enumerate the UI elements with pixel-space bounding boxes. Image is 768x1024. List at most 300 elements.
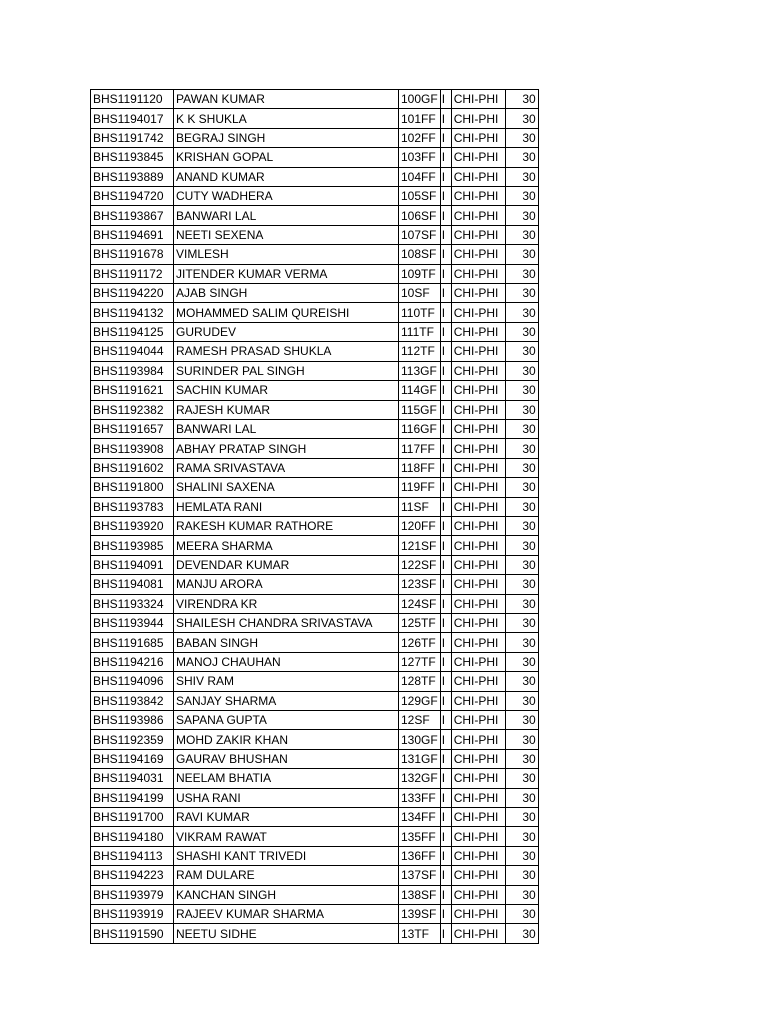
student-name-cell: RAKESH KUMAR RATHORE (174, 516, 399, 535)
table-row (91, 924, 539, 943)
subject-cell: CHI-PHI (451, 827, 505, 846)
semester-cell: I (440, 187, 451, 206)
subject-cell: CHI-PHI (451, 90, 505, 109)
roll-number-cell: BHS1192382 (91, 400, 174, 419)
table-row (91, 419, 539, 438)
roll-number-cell: BHS1191742 (91, 128, 174, 147)
roll-number-cell: BHS1194096 (91, 672, 174, 691)
student-name-cell: PAWAN KUMAR (174, 90, 399, 109)
student-name-cell: RAJESH KUMAR (174, 400, 399, 419)
roll-number-cell: BHS1194169 (91, 749, 174, 768)
room-code-cell: 131GF (399, 749, 441, 768)
student-name-cell: MANOJ CHAUHAN (174, 652, 399, 671)
semester-cell: I (440, 885, 451, 904)
subject-cell: CHI-PHI (451, 555, 505, 574)
count-cell: 30 (505, 400, 538, 419)
semester-cell: I (440, 361, 451, 380)
roll-number-cell: BHS1191678 (91, 245, 174, 264)
table-row (91, 109, 539, 128)
semester-cell: I (440, 672, 451, 691)
roll-number-cell: BHS1194044 (91, 342, 174, 361)
subject-cell: CHI-PHI (451, 206, 505, 225)
roll-number-cell: BHS1194132 (91, 303, 174, 322)
table-row (91, 284, 539, 303)
room-code-cell: 106SF (399, 206, 441, 225)
roll-number-cell: BHS1194216 (91, 652, 174, 671)
table-row (91, 633, 539, 652)
roll-number-cell: BHS1193920 (91, 516, 174, 535)
room-code-cell: 121SF (399, 536, 441, 555)
room-code-cell: 111TF (399, 322, 441, 341)
student-name-cell: SURINDER PAL SINGH (174, 361, 399, 380)
semester-cell: I (440, 652, 451, 671)
roll-number-cell: BHS1191657 (91, 419, 174, 438)
student-name-cell: SACHIN KUMAR (174, 381, 399, 400)
semester-cell: I (440, 381, 451, 400)
table-row (91, 672, 539, 691)
count-cell: 30 (505, 672, 538, 691)
count-cell: 30 (505, 516, 538, 535)
count-cell: 30 (505, 575, 538, 594)
subject-cell: CHI-PHI (451, 361, 505, 380)
table-row (91, 245, 539, 264)
roll-number-cell: BHS1193984 (91, 361, 174, 380)
subject-cell: CHI-PHI (451, 245, 505, 264)
table-row (91, 730, 539, 749)
roll-number-cell: BHS1193842 (91, 691, 174, 710)
count-cell: 30 (505, 808, 538, 827)
subject-cell: CHI-PHI (451, 148, 505, 167)
roll-number-cell: BHS1193944 (91, 613, 174, 632)
subject-cell: CHI-PHI (451, 303, 505, 322)
roll-number-cell: BHS1191602 (91, 458, 174, 477)
semester-cell: I (440, 478, 451, 497)
roll-number-cell: BHS1191800 (91, 478, 174, 497)
room-code-cell: 139SF (399, 905, 441, 924)
count-cell: 30 (505, 458, 538, 477)
student-name-cell: SANJAY SHARMA (174, 691, 399, 710)
table-row (91, 128, 539, 147)
count-cell: 30 (505, 555, 538, 574)
roll-number-cell: BHS1193889 (91, 167, 174, 186)
table-row (91, 478, 539, 497)
semester-cell: I (440, 846, 451, 865)
semester-cell: I (440, 245, 451, 264)
subject-cell: CHI-PHI (451, 808, 505, 827)
table-row (91, 303, 539, 322)
subject-cell: CHI-PHI (451, 225, 505, 244)
student-name-cell: SHIV RAM (174, 672, 399, 691)
student-name-cell: AJAB SINGH (174, 284, 399, 303)
subject-cell: CHI-PHI (451, 187, 505, 206)
roll-number-cell: BHS1194220 (91, 284, 174, 303)
count-cell: 30 (505, 284, 538, 303)
count-cell: 30 (505, 924, 538, 943)
count-cell: 30 (505, 245, 538, 264)
roll-number-cell: BHS1193867 (91, 206, 174, 225)
student-name-cell: CUTY WADHERA (174, 187, 399, 206)
room-code-cell: 129GF (399, 691, 441, 710)
table-row (91, 594, 539, 613)
table-row (91, 846, 539, 865)
room-code-cell: 107SF (399, 225, 441, 244)
room-code-cell: 11SF (399, 497, 441, 516)
roll-number-cell: BHS1193845 (91, 148, 174, 167)
room-code-cell: 133FF (399, 788, 441, 807)
room-code-cell: 113GF (399, 361, 441, 380)
semester-cell: I (440, 905, 451, 924)
room-code-cell: 119FF (399, 478, 441, 497)
roll-number-cell: BHS1193979 (91, 885, 174, 904)
student-name-cell: NEELAM BHATIA (174, 769, 399, 788)
count-cell: 30 (505, 536, 538, 555)
count-cell: 30 (505, 846, 538, 865)
subject-cell: CHI-PHI (451, 381, 505, 400)
student-name-cell: HEMLATA RANI (174, 497, 399, 516)
count-cell: 30 (505, 128, 538, 147)
roll-number-cell: BHS1193908 (91, 439, 174, 458)
roll-number-cell: BHS1194180 (91, 827, 174, 846)
student-name-cell: NEETU SIDHE (174, 924, 399, 943)
roll-number-cell: BHS1193985 (91, 536, 174, 555)
room-code-cell: 109TF (399, 264, 441, 283)
roll-number-cell: BHS1191621 (91, 381, 174, 400)
semester-cell: I (440, 439, 451, 458)
table-row (91, 575, 539, 594)
count-cell: 30 (505, 187, 538, 206)
semester-cell: I (440, 613, 451, 632)
count-cell: 30 (505, 342, 538, 361)
roll-number-cell: BHS1194017 (91, 109, 174, 128)
table-row (91, 187, 539, 206)
semester-cell: I (440, 730, 451, 749)
roll-number-cell: BHS1191685 (91, 633, 174, 652)
subject-cell: CHI-PHI (451, 866, 505, 885)
count-cell: 30 (505, 225, 538, 244)
subject-cell: CHI-PHI (451, 769, 505, 788)
subject-cell: CHI-PHI (451, 167, 505, 186)
room-code-cell: 130GF (399, 730, 441, 749)
room-code-cell: 100GF (399, 90, 441, 109)
subject-cell: CHI-PHI (451, 342, 505, 361)
subject-cell: CHI-PHI (451, 730, 505, 749)
subject-cell: CHI-PHI (451, 672, 505, 691)
roll-number-cell: BHS1194081 (91, 575, 174, 594)
table-row (91, 516, 539, 535)
subject-cell: CHI-PHI (451, 264, 505, 283)
count-cell: 30 (505, 827, 538, 846)
table-row (91, 905, 539, 924)
semester-cell: I (440, 497, 451, 516)
student-name-cell: RAMA SRIVASTAVA (174, 458, 399, 477)
table-row (91, 400, 539, 419)
subject-cell: CHI-PHI (451, 458, 505, 477)
count-cell: 30 (505, 633, 538, 652)
student-name-cell: SHALINI SAXENA (174, 478, 399, 497)
subject-cell: CHI-PHI (451, 749, 505, 768)
room-code-cell: 103FF (399, 148, 441, 167)
semester-cell: I (440, 924, 451, 943)
table-row (91, 808, 539, 827)
room-code-cell: 13TF (399, 924, 441, 943)
student-name-cell: DEVENDAR KUMAR (174, 555, 399, 574)
subject-cell: CHI-PHI (451, 633, 505, 652)
room-code-cell: 105SF (399, 187, 441, 206)
room-code-cell: 125TF (399, 613, 441, 632)
count-cell: 30 (505, 652, 538, 671)
student-name-cell: GURUDEV (174, 322, 399, 341)
subject-cell: CHI-PHI (451, 924, 505, 943)
room-code-cell: 118FF (399, 458, 441, 477)
room-code-cell: 137SF (399, 866, 441, 885)
table-row (91, 439, 539, 458)
student-name-cell: KANCHAN SINGH (174, 885, 399, 904)
student-table (90, 89, 539, 944)
subject-cell: CHI-PHI (451, 905, 505, 924)
student-name-cell: MOHD ZAKIR KHAN (174, 730, 399, 749)
semester-cell: I (440, 109, 451, 128)
student-name-cell: VIRENDRA KR (174, 594, 399, 613)
table-row (91, 206, 539, 225)
room-code-cell: 124SF (399, 594, 441, 613)
roll-number-cell: BHS1194113 (91, 846, 174, 865)
semester-cell: I (440, 594, 451, 613)
room-code-cell: 128TF (399, 672, 441, 691)
subject-cell: CHI-PHI (451, 419, 505, 438)
student-name-cell: SHASHI KANT TRIVEDI (174, 846, 399, 865)
count-cell: 30 (505, 303, 538, 322)
roll-number-cell: BHS1193986 (91, 711, 174, 730)
room-code-cell: 101FF (399, 109, 441, 128)
semester-cell: I (440, 400, 451, 419)
count-cell: 30 (505, 594, 538, 613)
table-row (91, 322, 539, 341)
subject-cell: CHI-PHI (451, 594, 505, 613)
roll-number-cell: BHS1194199 (91, 788, 174, 807)
room-code-cell: 104FF (399, 167, 441, 186)
subject-cell: CHI-PHI (451, 439, 505, 458)
semester-cell: I (440, 788, 451, 807)
semester-cell: I (440, 769, 451, 788)
subject-cell: CHI-PHI (451, 322, 505, 341)
subject-cell: CHI-PHI (451, 516, 505, 535)
semester-cell: I (440, 225, 451, 244)
subject-cell: CHI-PHI (451, 846, 505, 865)
count-cell: 30 (505, 148, 538, 167)
semester-cell: I (440, 167, 451, 186)
table-row (91, 788, 539, 807)
semester-cell: I (440, 206, 451, 225)
table-row (91, 225, 539, 244)
roll-number-cell: BHS1191700 (91, 808, 174, 827)
count-cell: 30 (505, 691, 538, 710)
roll-number-cell: BHS1192359 (91, 730, 174, 749)
room-code-cell: 122SF (399, 555, 441, 574)
subject-cell: CHI-PHI (451, 652, 505, 671)
roll-number-cell: BHS1191590 (91, 924, 174, 943)
room-code-cell: 112TF (399, 342, 441, 361)
subject-cell: CHI-PHI (451, 536, 505, 555)
count-cell: 30 (505, 361, 538, 380)
roll-number-cell: BHS1191172 (91, 264, 174, 283)
roll-number-cell: BHS1194091 (91, 555, 174, 574)
table-row (91, 381, 539, 400)
semester-cell: I (440, 264, 451, 283)
subject-cell: CHI-PHI (451, 613, 505, 632)
table-row (91, 613, 539, 632)
student-name-cell: USHA RANI (174, 788, 399, 807)
table-row (91, 555, 539, 574)
count-cell: 30 (505, 711, 538, 730)
student-name-cell: RAVI KUMAR (174, 808, 399, 827)
student-name-cell: SAPANA GUPTA (174, 711, 399, 730)
roll-number-cell: BHS1193783 (91, 497, 174, 516)
room-code-cell: 116GF (399, 419, 441, 438)
count-cell: 30 (505, 206, 538, 225)
table-body (91, 90, 539, 944)
subject-cell: CHI-PHI (451, 788, 505, 807)
room-code-cell: 135FF (399, 827, 441, 846)
student-name-cell: MANJU ARORA (174, 575, 399, 594)
semester-cell: I (440, 458, 451, 477)
student-name-cell: RAMESH PRASAD SHUKLA (174, 342, 399, 361)
table-row (91, 711, 539, 730)
student-name-cell: GAURAV BHUSHAN (174, 749, 399, 768)
room-code-cell: 114GF (399, 381, 441, 400)
semester-cell: I (440, 342, 451, 361)
table-row (91, 458, 539, 477)
student-name-cell: RAM DULARE (174, 866, 399, 885)
table-row (91, 264, 539, 283)
room-code-cell: 120FF (399, 516, 441, 535)
room-code-cell: 123SF (399, 575, 441, 594)
room-code-cell: 108SF (399, 245, 441, 264)
count-cell: 30 (505, 905, 538, 924)
semester-cell: I (440, 633, 451, 652)
student-name-cell: BABAN SINGH (174, 633, 399, 652)
roll-number-cell: BHS1194223 (91, 866, 174, 885)
count-cell: 30 (505, 322, 538, 341)
count-cell: 30 (505, 381, 538, 400)
count-cell: 30 (505, 788, 538, 807)
table-row (91, 167, 539, 186)
room-code-cell: 102FF (399, 128, 441, 147)
table-row (91, 885, 539, 904)
table-row (91, 691, 539, 710)
roll-number-cell: BHS1194691 (91, 225, 174, 244)
subject-cell: CHI-PHI (451, 497, 505, 516)
room-code-cell: 132GF (399, 769, 441, 788)
subject-cell: CHI-PHI (451, 128, 505, 147)
table-row (91, 148, 539, 167)
subject-cell: CHI-PHI (451, 575, 505, 594)
count-cell: 30 (505, 497, 538, 516)
table-row (91, 827, 539, 846)
table-row (91, 361, 539, 380)
count-cell: 30 (505, 478, 538, 497)
room-code-cell: 134FF (399, 808, 441, 827)
roll-number-cell: BHS1194720 (91, 187, 174, 206)
count-cell: 30 (505, 749, 538, 768)
table-row (91, 866, 539, 885)
semester-cell: I (440, 691, 451, 710)
semester-cell: I (440, 516, 451, 535)
roll-number-cell: BHS1194031 (91, 769, 174, 788)
semester-cell: I (440, 536, 451, 555)
room-code-cell: 138SF (399, 885, 441, 904)
semester-cell: I (440, 90, 451, 109)
table-row (91, 652, 539, 671)
count-cell: 30 (505, 885, 538, 904)
table-row (91, 749, 539, 768)
student-name-cell: KRISHAN GOPAL (174, 148, 399, 167)
table-row (91, 769, 539, 788)
student-name-cell: SHAILESH CHANDRA SRIVASTAVA (174, 613, 399, 632)
table-row (91, 497, 539, 516)
count-cell: 30 (505, 167, 538, 186)
count-cell: 30 (505, 109, 538, 128)
semester-cell: I (440, 555, 451, 574)
room-code-cell: 127TF (399, 652, 441, 671)
semester-cell: I (440, 128, 451, 147)
semester-cell: I (440, 711, 451, 730)
roll-number-cell: BHS1194125 (91, 322, 174, 341)
semester-cell: I (440, 148, 451, 167)
subject-cell: CHI-PHI (451, 691, 505, 710)
student-name-cell: K K SHUKLA (174, 109, 399, 128)
count-cell: 30 (505, 90, 538, 109)
roll-number-cell: BHS1193324 (91, 594, 174, 613)
roll-number-cell: BHS1191120 (91, 90, 174, 109)
count-cell: 30 (505, 439, 538, 458)
student-name-cell: BANWARI LAL (174, 419, 399, 438)
student-name-cell: MOHAMMED SALIM QUREISHI (174, 303, 399, 322)
room-code-cell: 115GF (399, 400, 441, 419)
count-cell: 30 (505, 419, 538, 438)
subject-cell: CHI-PHI (451, 711, 505, 730)
student-name-cell: ABHAY PRATAP SINGH (174, 439, 399, 458)
count-cell: 30 (505, 613, 538, 632)
room-code-cell: 10SF (399, 284, 441, 303)
student-name-cell: BANWARI LAL (174, 206, 399, 225)
count-cell: 30 (505, 264, 538, 283)
student-name-cell: BEGRAJ SINGH (174, 128, 399, 147)
student-name-cell: RAJEEV KUMAR SHARMA (174, 905, 399, 924)
subject-cell: CHI-PHI (451, 885, 505, 904)
student-name-cell: NEETI SEXENA (174, 225, 399, 244)
count-cell: 30 (505, 866, 538, 885)
semester-cell: I (440, 866, 451, 885)
subject-cell: CHI-PHI (451, 109, 505, 128)
roll-number-cell: BHS1193919 (91, 905, 174, 924)
student-name-cell: JITENDER KUMAR VERMA (174, 264, 399, 283)
table-row (91, 342, 539, 361)
subject-cell: CHI-PHI (451, 284, 505, 303)
student-name-cell: VIKRAM RAWAT (174, 827, 399, 846)
table-row (91, 536, 539, 555)
room-code-cell: 117FF (399, 439, 441, 458)
semester-cell: I (440, 284, 451, 303)
count-cell: 30 (505, 730, 538, 749)
room-code-cell: 126TF (399, 633, 441, 652)
semester-cell: I (440, 749, 451, 768)
table-row (91, 90, 539, 109)
count-cell: 30 (505, 769, 538, 788)
room-code-cell: 12SF (399, 711, 441, 730)
semester-cell: I (440, 808, 451, 827)
semester-cell: I (440, 419, 451, 438)
room-code-cell: 110TF (399, 303, 441, 322)
